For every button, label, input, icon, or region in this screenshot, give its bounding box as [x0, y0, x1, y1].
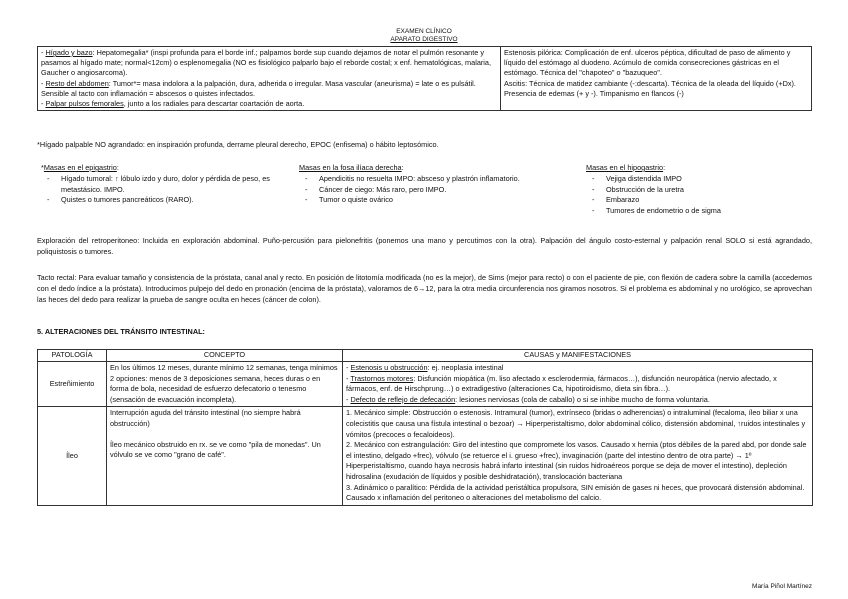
- item-prefix: -: [346, 373, 351, 383]
- list-item: - Obstrucción de la uretra: [586, 185, 806, 196]
- item-text: , junto a los radiales para descartar coartación de aorta.: [123, 99, 305, 109]
- cause-item: 3. Adinámico o paralítico: Pérdida de la actividad peristáltica propulsora, SIN emisión de gases ni heces, que provocará distensión abdominal. Causado x inflamación del peritoneo o alteraciones del metabolismo del calcio.: [346, 482, 805, 503]
- list-item: - Tumores de endometrio o de sigma: [586, 206, 806, 217]
- item-text: : Hepatomegalia* (inspi profunda para el borde inf.; palpamos borde sup cuando dejamos de notar el pulmón resonante y pasamos al hígado mate; normal<12cm) o esplenomegalia (NO es fisiológico palparlo bajo el reborde costal; x enf. hematológicas, malaria, Gaucher o angiosarcoma).: [41, 48, 492, 78]
- causes-cell: [343, 407, 813, 505]
- exam-title: EXAMEN CLÍNICO: [396, 28, 452, 35]
- item-text: : lesiones nerviosas (cola de caballo) o si se inhibe mucho de forma voluntaria.: [455, 394, 710, 404]
- ascitis-text: Ascitis: Técnica de matidez cambiante (-:descarta). Técnica de la oleada del líquido (+Dx). Presencia de edemas (+ y -). Timpanismo en flancos (-): [504, 78, 796, 98]
- heading-prefix: *: [41, 163, 44, 172]
- item-label: Hígado y bazo: [45, 48, 93, 57]
- item-label: Trastornos motores: [350, 373, 414, 383]
- concept-cell: En los últimos 12 meses, durante mínimo 12 semanas, tenga mínimos 2 opciones: menos de 3 deposiciones semana, heces duras o en forma de bola, necesidad de esfuerzo defecatorio o tenesmo (sensación de evacuación incompleta).: [107, 362, 343, 407]
- heading-title: Masas en la fosa ilíaca derecha: [299, 163, 402, 172]
- estenosis-text: Estenosis pilórica: Complicación de enf. ulceros péptica, dificultad de paso de alimento y líquido del estómago al duodeno. Acúmulo de comida consecreciones gástricas en el estómago. Técnica del "chapoteo" o "bazuqueo".: [504, 48, 791, 78]
- heading-title: Masas en el epigastrio: [43, 163, 117, 172]
- exam-subtitle: APARATO DIGESTIVO: [390, 36, 458, 43]
- table-row: [38, 407, 813, 505]
- column-header: CAUSAS y MANIFESTACIONES: [343, 350, 813, 362]
- item-prefix: -: [346, 394, 351, 404]
- cause-item: [346, 374, 809, 395]
- palpation-cell: [38, 47, 501, 111]
- item-label: Estenosis u obstrucción: [350, 363, 428, 372]
- section-title: 5. ALTERACIONES DEL TRÁNSITO INTESTINAL:: [37, 327, 205, 336]
- concept-radiology: Íleo mecánico obstruido en rx. se ve como "pila de monedas". Un vólvulo se ve como "grano de café".: [110, 439, 321, 460]
- concept-cell: [107, 407, 343, 505]
- item-text: : ej. neoplasia intestinal: [427, 363, 504, 372]
- document-header: [0, 28, 848, 44]
- list-item: - Embarazo: [586, 195, 806, 206]
- higado-note: *Hígado palpable NO agrandado: en inspiración profunda, derrame pleural derecho, EPOC (enfisema) o hábito leptosómico.: [37, 140, 439, 149]
- complications-cell: [501, 47, 812, 111]
- item-text: : Tumor*= masa indolora a la palpación, dura, adherida o irregular. Masa vascular (aneurisma) = late o es pulsátil. Sensible al tacto con inflamación = abscesos o quistes infectados.: [41, 78, 476, 98]
- list-item: - Cáncer de ciego: Más raro, pero IMPO.: [299, 185, 521, 196]
- cause-item: [346, 363, 809, 374]
- concept-definition: Interrupción aguda del tránsito intestinal (no siempre habrá obstrucción): [110, 408, 301, 428]
- masses-section: [37, 163, 812, 225]
- item-prefix: -: [41, 48, 46, 57]
- heading-suffix: :: [401, 163, 404, 172]
- pathology-name: Íleo: [38, 407, 107, 505]
- list-item: - Vejiga distendida IMPO: [586, 174, 806, 185]
- masses-heading: [586, 163, 806, 174]
- tacto-rectal-paragraph: Tacto rectal: Para evaluar tamaño y consistencia de la próstata, canal anal y recto. En posición de litotomía modificada (no es la mejor), de Sims (mejor para recto) o con el paciente de pie, con flexión de cadera sobre la camilla (accedemos con el dedo índice a la próstata). Introducimos pulpejo del dedo en pronación (encima de la próstata), valoramos de 6→12, para la otra media circunferencia nos giramos nosotros. Si el problema es abdominal y no urológico, se aprovechan las heces del dedo para realizar la prueba de sangre oculta en heces (cáncer de colon).: [37, 273, 812, 304]
- item-prefix: -: [346, 363, 351, 372]
- transit-table: [37, 349, 813, 506]
- heading-suffix: :: [116, 163, 119, 172]
- top-findings-table: [37, 46, 812, 111]
- item-label: Defecto de reflejo de defecación: [350, 394, 456, 404]
- item-text: : Disfunción miopática (m. liso afectado x esclerodermia, fármacos…), disfunción neuropática (nervio afectado, x fármacos, enf. de Hirschprung…) o extradigestivo (alteraciones Ca, hipotiroidismo, dieta sin fibra…).: [346, 373, 777, 394]
- item-prefix: -: [41, 99, 46, 109]
- masses-heading: [41, 163, 281, 174]
- heading-title: Masas en el hipogastrio: [586, 163, 664, 172]
- item-label: Palpar pulsos femorales: [45, 99, 124, 109]
- cause-item: 1. Mecánico simple: Obstrucción o estenosis. Intramural (tumor), extrínseco (bridas o adherencias) o intraluminal (fecaloma, íleo biliar x una colecistitis que causa una fístula intestinal o bezoar) → Hiperperistaltismo, dolor abdominal cólico, distensión abdominal, ↑ruidos intestinales y vómitos (precoces o fecaloideos).: [346, 408, 806, 439]
- pathology-name: Estreñimiento: [38, 362, 107, 407]
- palpation-item: [41, 99, 497, 109]
- palpation-item: [41, 48, 497, 79]
- author-footer: María Piñol Martínez: [752, 583, 812, 590]
- table-row: [38, 362, 813, 407]
- masses-fosa-iliaca: [299, 163, 521, 206]
- list-item: - Hígado tumoral: ↑ lóbulo izdo y duro, dolor y pérdida de peso, es metastásico. IMPO.: [41, 174, 281, 196]
- item-label: Resto del abdomen: [45, 78, 109, 88]
- list-item: - Apendicitis no resuelta IMPO: absceso y plastrón inflamatorio.: [299, 174, 521, 185]
- column-header: PATOLOGÍA: [38, 350, 107, 362]
- cause-item: 2. Mecánico con estrangulación: Giro del intestino que compromete los vasos. Causado x hernia (ptos débiles de la pared abd, por donde sale el intestino, delgado +frec), vólvulo (se retuerce el i. grueso +frec), invaginación (parte del intestino dentro de otra parte) → 1º Hiperperistaltismo, cuando haya necrosis habrá infarto intestinal (sin ruidos hidroaéreos porque se deja de mover el intestino), depleción hidrosalina (exudación de líquidos y posible deshidratación), translocación bacteriana: [346, 440, 807, 481]
- list-item: - Tumor o quiste ovárico: [299, 195, 521, 206]
- masses-heading: [299, 163, 521, 174]
- list-item: - Quistes o tumores pancreáticos (RARO).: [41, 195, 281, 206]
- retroperitoneo-paragraph: Exploración del retroperitoneo: Incluida en exploración abdominal. Puño-percusión para pielonefritis (ponemos una mano y percutimos con la otra). Palpación del ángulo costo-esternal y palpación renal SOLO si está agrandado, poliquistosis o tumores.: [37, 236, 812, 256]
- masses-hipogastrio: [586, 163, 806, 217]
- masses-epigastrio: [41, 163, 281, 206]
- causes-cell: [343, 362, 813, 407]
- heading-suffix: :: [663, 163, 666, 172]
- item-prefix: -: [41, 78, 46, 88]
- column-header: CONCEPTO: [107, 350, 343, 362]
- cause-item: [346, 395, 809, 406]
- palpation-item: [41, 79, 497, 99]
- table-header-row: [38, 350, 813, 362]
